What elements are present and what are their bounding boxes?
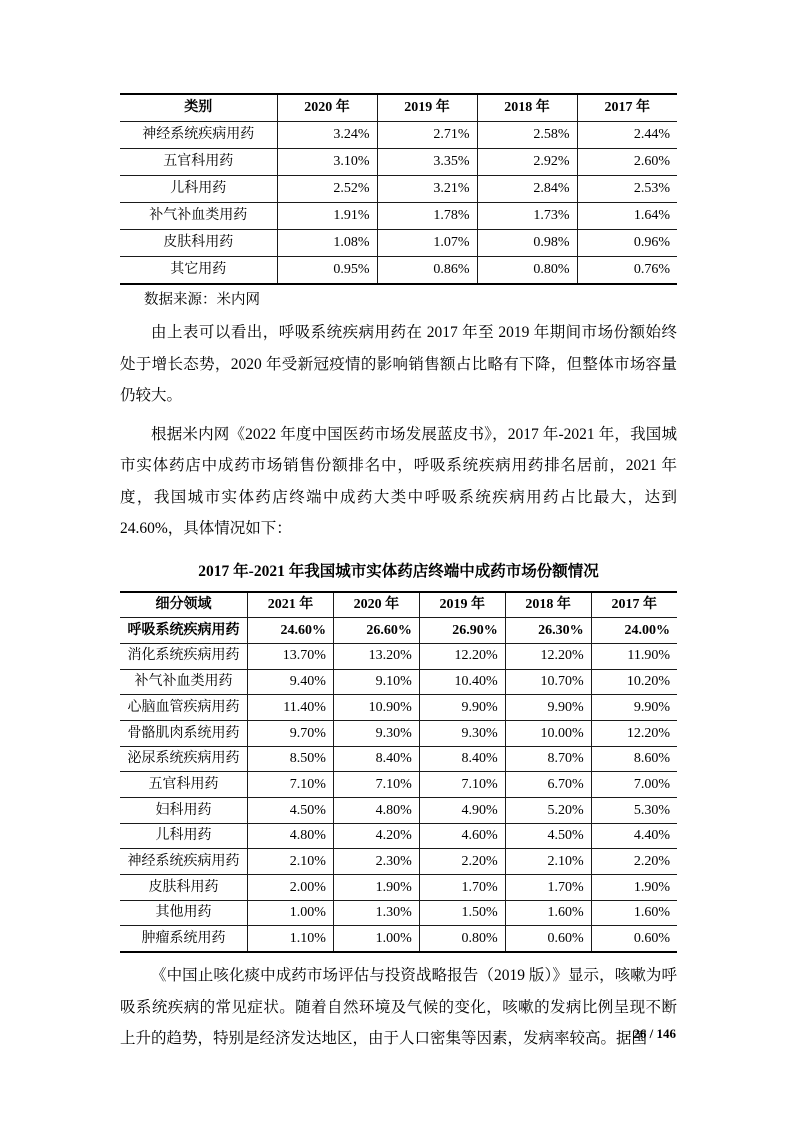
column-header: 2017 年 [591,592,677,618]
data-source-note: 数据来源：米内网 [144,292,260,308]
value-cell: 4.80% [248,823,334,849]
value-cell: 10.00% [505,720,591,746]
page-content [120,93,677,1055]
value-cell: 4.50% [248,798,334,824]
row-label: 儿科用药 [120,823,248,849]
value-cell: 1.91% [277,203,377,230]
value-cell: 8.60% [591,746,677,772]
table-row [120,230,677,257]
table-row [120,720,677,746]
value-cell: 1.60% [591,900,677,926]
value-cell: 9.90% [505,695,591,721]
value-cell: 4.80% [333,798,419,824]
value-cell: 1.70% [505,875,591,901]
table-row [120,849,677,875]
value-cell: 6.70% [505,772,591,798]
value-cell: 26.60% [333,618,419,644]
value-cell: 13.70% [248,643,334,669]
value-cell: 1.60% [505,900,591,926]
column-header: 2019 年 [419,592,505,618]
table-row [120,149,677,176]
value-cell: 8.50% [248,746,334,772]
table-row [120,798,677,824]
row-label: 皮肤科用药 [120,875,248,901]
value-cell: 9.30% [333,720,419,746]
value-cell: 3.24% [277,122,377,149]
column-header: 细分领域 [120,592,248,618]
value-cell: 7.10% [419,772,505,798]
value-cell: 2.20% [591,849,677,875]
value-cell: 5.20% [505,798,591,824]
value-cell: 0.98% [477,230,577,257]
value-cell: 1.08% [277,230,377,257]
value-cell: 0.76% [577,257,677,285]
table-row [120,203,677,230]
value-cell: 1.73% [477,203,577,230]
value-cell: 2.84% [477,176,577,203]
value-cell: 8.70% [505,746,591,772]
header-row [120,592,677,618]
value-cell: 3.10% [277,149,377,176]
column-header: 类别 [120,94,277,122]
value-cell: 7.00% [591,772,677,798]
table-row [120,695,677,721]
value-cell: 10.20% [591,669,677,695]
value-cell: 8.40% [419,746,505,772]
category-market-share-table [120,93,677,285]
table-row [120,823,677,849]
row-label: 心脑血管疾病用药 [120,695,248,721]
value-cell: 0.60% [591,926,677,952]
value-cell: 1.10% [248,926,334,952]
value-cell: 1.78% [377,203,477,230]
value-cell: 4.50% [505,823,591,849]
table-row [120,900,677,926]
value-cell: 4.90% [419,798,505,824]
value-cell: 4.60% [419,823,505,849]
value-cell: 1.30% [333,900,419,926]
value-cell: 0.95% [277,257,377,285]
row-label: 神经系统疾病用药 [120,122,277,149]
value-cell: 10.40% [419,669,505,695]
value-cell: 24.00% [591,618,677,644]
value-cell: 11.90% [591,643,677,669]
row-label: 妇科用药 [120,798,248,824]
paragraph-bluebook-ranking: 根据米内网《2022 年度中国医药市场发展蓝皮书》，2017 年-2021 年，我国城市实体药店中成药市场销售份额排名中，呼吸系统疾病用药排名居前，2021 年度，我国城市实体药店终端中成药大类中呼吸系统疾病用药占比最大，达到 24.60%，具体情况如下： [120,425,677,537]
value-cell: 0.60% [505,926,591,952]
row-label: 泌尿系统疾病用药 [120,746,248,772]
value-cell: 10.90% [333,695,419,721]
value-cell: 2.20% [419,849,505,875]
value-cell: 3.35% [377,149,477,176]
value-cell: 1.00% [248,900,334,926]
value-cell: 12.20% [591,720,677,746]
value-cell: 9.70% [248,720,334,746]
row-label: 消化系统疾病用药 [120,643,248,669]
value-cell: 4.20% [333,823,419,849]
value-cell: 2.44% [577,122,677,149]
value-cell: 0.80% [419,926,505,952]
value-cell: 1.90% [591,875,677,901]
value-cell: 2.00% [248,875,334,901]
column-header: 2019 年 [377,94,477,122]
column-header: 2017 年 [577,94,677,122]
row-label: 五官科用药 [120,772,248,798]
row-label: 儿科用药 [120,176,277,203]
value-cell: 26.30% [505,618,591,644]
column-header: 2018 年 [505,592,591,618]
table-row [120,669,677,695]
column-header: 2020 年 [277,94,377,122]
value-cell: 0.96% [577,230,677,257]
page-number: 26 / 146 [633,1026,676,1041]
paragraph-cough-report: 《中国止咳化痰中成药市场评估与投资战略报告（2019 版）》显示，咳嗽为呼吸系统疾病的常见症状。随着自然环境及气候的变化，咳嗽的发病比例呈现不断上升的趋势，特别是经济发达地区，由于人口密集等因素，发病率较高。据国 [120,967,677,1048]
value-cell: 12.20% [505,643,591,669]
value-cell: 8.40% [333,746,419,772]
segment-market-share-table [120,591,677,954]
row-label: 补气补血类用药 [120,203,277,230]
value-cell: 12.20% [419,643,505,669]
row-label: 神经系统疾病用药 [120,849,248,875]
value-cell: 24.60% [248,618,334,644]
paragraph-market-trend: 由上表可以看出，呼吸系统疾病用药在 2017 年至 2019 年期间市场份额始终处于增长态势，2020 年受新冠疫情的影响销售额占比略有下降，但整体市场容量仍较大。 [120,324,677,404]
row-label: 补气补血类用药 [120,669,248,695]
row-label: 肿瘤系统用药 [141,931,226,947]
table-row [120,926,677,952]
value-cell: 0.80% [477,257,577,285]
value-cell: 2.10% [248,849,334,875]
value-cell: 1.64% [577,203,677,230]
value-cell: 2.92% [477,149,577,176]
value-cell: 2.71% [377,122,477,149]
value-cell: 2.30% [333,849,419,875]
value-cell: 11.40% [248,695,334,721]
value-cell: 7.10% [333,772,419,798]
column-header: 2021 年 [248,592,334,618]
value-cell: 7.10% [248,772,334,798]
table-row [120,618,677,644]
value-cell: 1.70% [419,875,505,901]
value-cell: 2.10% [505,849,591,875]
row-label: 其他用药 [120,900,248,926]
value-cell: 1.90% [333,875,419,901]
value-cell: 1.50% [419,900,505,926]
row-label: 皮肤科用药 [120,230,277,257]
row-label: 其它用药 [170,262,227,277]
value-cell: 10.70% [505,669,591,695]
value-cell: 26.90% [419,618,505,644]
value-cell: 0.86% [377,257,477,285]
row-label: 呼吸系统疾病用药 [120,618,248,644]
table-row [120,257,677,285]
table-row [120,176,677,203]
value-cell: 2.60% [577,149,677,176]
column-header: 2018 年 [477,94,577,122]
table-row [120,122,677,149]
value-cell: 1.07% [377,230,477,257]
value-cell: 4.40% [591,823,677,849]
table-row [120,643,677,669]
value-cell: 9.30% [419,720,505,746]
table-row [120,746,677,772]
table2-title: 2017 年-2021 年我国城市实体药店终端中成药市场份额情况 [198,562,599,580]
value-cell: 2.58% [477,122,577,149]
column-header: 2020 年 [333,592,419,618]
value-cell: 5.30% [591,798,677,824]
table-row [120,772,677,798]
value-cell: 1.00% [333,926,419,952]
value-cell: 9.10% [333,669,419,695]
value-cell: 9.90% [591,695,677,721]
value-cell: 13.20% [333,643,419,669]
value-cell: 9.40% [248,669,334,695]
row-label: 骨骼肌肉系统用药 [120,720,248,746]
header-row [120,94,677,122]
table-row [120,875,677,901]
value-cell: 2.52% [277,176,377,203]
value-cell: 3.21% [377,176,477,203]
row-label: 五官科用药 [120,149,277,176]
value-cell: 9.90% [419,695,505,721]
value-cell: 2.53% [577,176,677,203]
